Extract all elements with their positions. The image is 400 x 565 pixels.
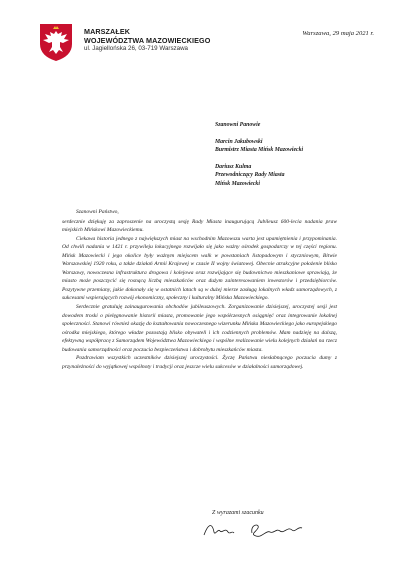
recipient-2-city: Mińsk Mazowiecki [215, 180, 260, 187]
recipient-1-title: Burmistrz Miasta Mińsk Mazowiecki [215, 147, 304, 154]
letterhead [34, 22, 374, 62]
recipient-1 [215, 138, 385, 155]
letter-body [62, 208, 337, 371]
place-and-date: Warszawa, 29 maja 2021 r. [302, 30, 374, 37]
organization-block [84, 28, 210, 53]
paragraph-2: Ciekawa historia jednego z największych miast na wschodnim Mazowszu warta jest upamiętnienia i przypominania. Od chwili nadania w 1421 r. przywileju lokacyjnego rozwijało się jako ważny ośrodek gospodarczy w tej części regionu. Mińsk Mazowiecki i jego okolice były ważnym miejscem walk w powstaniach listopadowym i styczniowym, Bitwie Warszawskiej 1920 roku, a także działań Armii Krajowej w czasie II wojny światowej. Obecnie atrakcyjne położenie blisko Warszawy, nowoczesna infrastruktura drogowa i kolejowa oraz rozwijające się budownictwo mieszkaniowe sprawiają, że miasto może poszczycić się rosnącą liczbą mieszkańców oraz dużym zainteresowaniem inwestorów i przedsiębiorców. Pozytywne przemiany, jakie dokonały się w ostatnich latach są w dużej mierze zasługą lokalnych władz samorządowych, z sukcesami wspierających rozwój ekonomiczny, społeczny i kulturalny Mińska Mazowieckiego. [62, 235, 337, 302]
recipient-2-name: Dariusz Kulma [215, 163, 252, 170]
addressees [215, 121, 385, 197]
org-title-line2: WOJEWÓDZTWA MAZOWIECKIEGO [84, 35, 211, 45]
closing-line: Z wyrazami szacunku [212, 510, 264, 516]
white-eagle-crest-icon [34, 22, 78, 62]
recipient-1-name: Marcin Jakubowski [215, 138, 263, 145]
recipient-2-title: Przewodniczący Rady Miasta [215, 172, 285, 179]
org-address: ul. Jagiellońska 26, 03-719 Warszawa [84, 45, 188, 52]
org-title-line1: MARSZAŁEK [84, 27, 131, 36]
paragraph-4: Pozdrawiam wszystkich uczestników dzisiejszej uroczystości. Życzę Państwu niesłabnącego poczucia dumy z przynależności do wyjątkowej wspólnoty i tradycji oraz jeszcze wielu sukcesów w działalności samorządowej. [62, 355, 337, 370]
letter-greeting: Szanowni Państwo, [76, 209, 119, 215]
addressee-salutation: Szanowni Panowie [215, 122, 261, 128]
recipient-2 [215, 163, 385, 189]
paragraph-1: serdecznie dziękuję za zaproszenie na uroczystą sesję Rady Miasta inaugurującą Jubileusz 600-lecia nadania praw miejskich Mińskowi Mazowieckiemu. [62, 218, 337, 234]
paragraph-3: Serdecznie gratuluję zainaugurowania obchodów jubileuszowych. Zorganizowanie dzisiejszej, uroczystej sesji jest dowodem troski o pielęgnowanie historii miasta, promowanie jego współczesnych osiągnięć oraz integrowanie lokalnej społeczności. Stanowi również okazję do kształtowania nowoczesnego wizerunku Mińska Mazowieckiego jako europejskiego ośrodka miejskiego, którego władze pozostają blisko obywateli i ich codziennych problemów. Mam nadzieję na dalszą, efektywną współpracę z Samorządem Województwa Mazowieckiego i wspólne realizowanie wielu kolejnych działań na rzecz budowania samorządności oraz poczucia bezpieczeństwa i dobrobytu mieszkańców miasta. [62, 304, 337, 353]
handwritten-signature [200, 518, 310, 540]
